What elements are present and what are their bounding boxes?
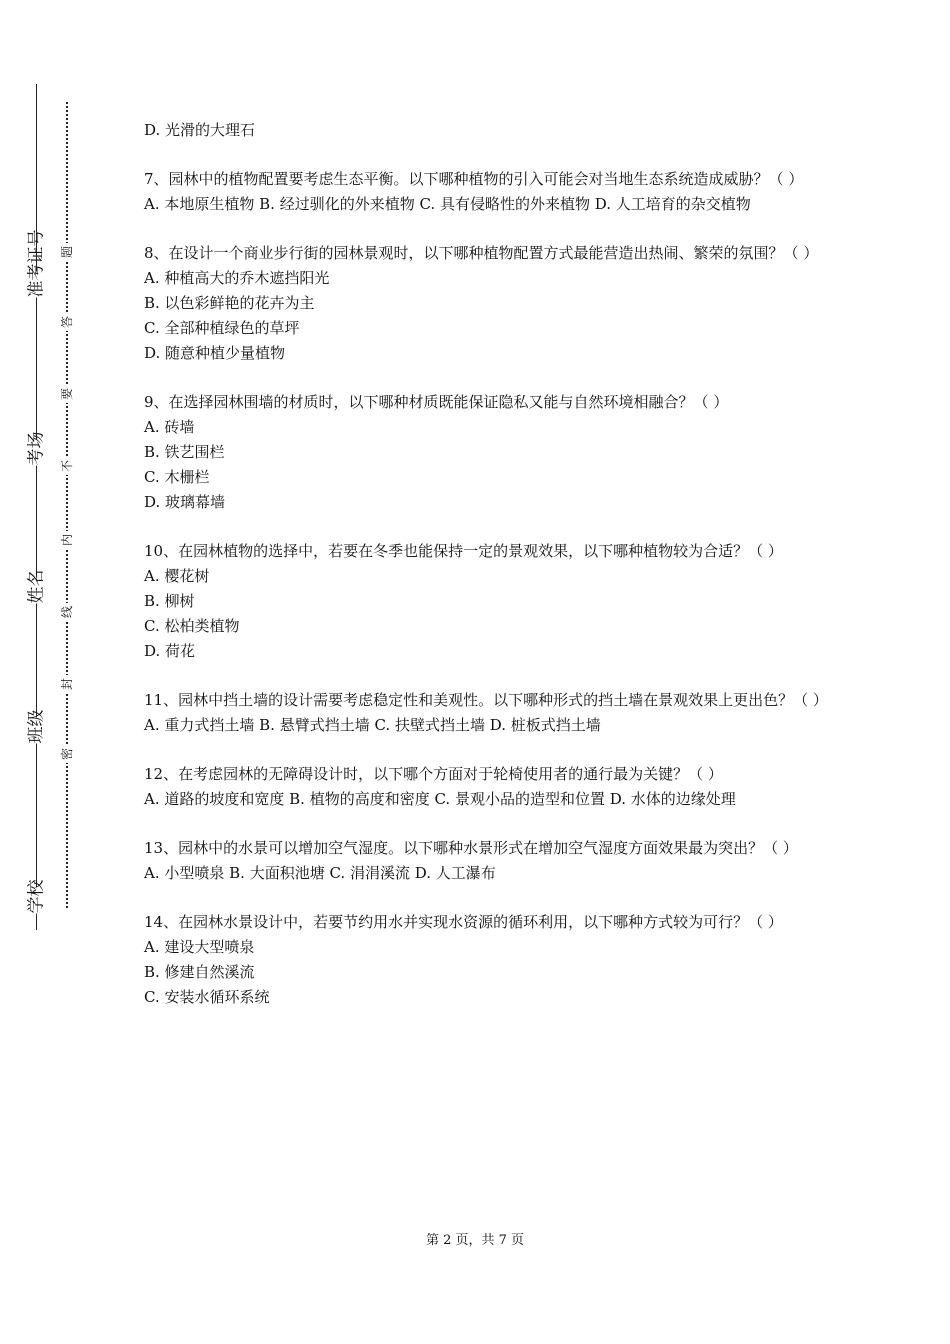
seal-char-yao: 要 (59, 385, 75, 403)
question-stem: 9、在选择园林围墙的材质时，以下哪种材质既能保证隐私又能与自然环境相融合？（ ） (144, 393, 729, 411)
page-footer: 第 2 页，共 7 页 (425, 1233, 525, 1248)
option-d: D. 荷花 (144, 642, 196, 660)
seal-char-bu: 不 (59, 457, 75, 475)
question-stem: 8、在设计一个商业步行街的园林景观时，以下哪种植物配置方式最能营造出热闹、繁荣的氛围？（ ） (144, 244, 819, 262)
continued-option: D. 光滑的大理石 (144, 121, 256, 139)
field-label-admission-number: 准考证号 (26, 229, 47, 298)
seal-char-nei: 内 (59, 531, 75, 549)
question-options: A. 小型喷泉 B. 大面积池塘 C. 涓涓溪流 D. 人工瀑布 (144, 864, 496, 882)
question-options: A. 本地原生植物 B. 经过驯化的外来植物 C. 具有侵略性的外来植物 D. 人工培育的杂交植物 (144, 195, 751, 213)
question-10 (144, 539, 824, 664)
question-stem: 14、在园林水景设计中，若要节约用水并实现水资源的循环利用，以下哪种方式较为可行？（ ） (144, 913, 783, 931)
question-stem: 13、园林中的水景可以增加空气湿度。以下哪种水景形式在增加空气湿度方面效果最为突出？（ ） (144, 839, 798, 857)
question-7 (144, 167, 824, 217)
seal-char-da: 答 (59, 313, 75, 331)
exam-content (144, 118, 828, 1034)
option-a: A. 樱花树 (144, 567, 210, 585)
binding-dotted-line (66, 102, 68, 908)
field-label-name: 姓名 (26, 569, 47, 604)
question-12 (144, 762, 824, 812)
seal-char-xian: 线 (59, 603, 75, 621)
question-options: A. 道路的坡度和宽度 B. 植物的高度和密度 C. 景观小品的造型和位置 D. 水体的边缘处理 (144, 790, 736, 808)
question-8 (144, 241, 824, 366)
field-label-school: 学校 (26, 879, 47, 914)
option-d: D. 随意种植少量植物 (144, 344, 286, 362)
option-c: C. 全部种植绿色的草坪 (144, 319, 300, 337)
question-13 (144, 836, 824, 886)
continued-option-block (144, 118, 824, 143)
option-c: C. 安装水循环系统 (144, 988, 270, 1006)
question-stem: 11、园林中挡土墙的设计需要考虑稳定性和美观性。以下哪种形式的挡土墙在景观效果上更出色？（ ） (144, 691, 828, 709)
option-b: B. 以色彩鲜艳的花卉为主 (144, 294, 315, 312)
seal-char-ti: 题 (59, 243, 75, 261)
option-a: A. 建设大型喷泉 (144, 938, 255, 956)
option-b: B. 修建自然溪流 (144, 963, 255, 981)
option-c: C. 木栅栏 (144, 468, 210, 486)
question-9 (144, 390, 824, 515)
binding-solid-line (36, 84, 37, 930)
option-a: A. 砖墙 (144, 418, 195, 436)
question-14 (144, 910, 824, 1010)
question-stem: 12、在考虑园林的无障碍设计时，以下哪个方面对于轮椅使用者的通行最为关键？（ ） (144, 765, 723, 783)
option-c: C. 松柏类植物 (144, 617, 240, 635)
option-b: B. 铁艺围栏 (144, 443, 225, 461)
seal-char-feng: 封 (59, 675, 75, 693)
option-a: A. 种植高大的乔木遮挡阳光 (144, 269, 330, 287)
option-b: B. 柳树 (144, 592, 195, 610)
seal-char-mi: 密 (59, 745, 75, 763)
field-label-class: 班级 (26, 709, 47, 744)
question-options: A. 重力式挡土墙 B. 悬臂式挡土墙 C. 扶壁式挡土墙 D. 桩板式挡土墙 (144, 716, 601, 734)
option-d: D. 玻璃幕墙 (144, 493, 226, 511)
question-stem: 7、园林中的植物配置要考虑生态平衡。以下哪种植物的引入可能会对当地生态系统造成威胁？（ ） (144, 170, 804, 188)
question-11 (144, 688, 828, 738)
question-stem: 10、在园林植物的选择中，若要在冬季也能保持一定的景观效果，以下哪种植物较为合适？（ ） (144, 542, 783, 560)
field-label-exam-room: 考场 (26, 431, 47, 466)
